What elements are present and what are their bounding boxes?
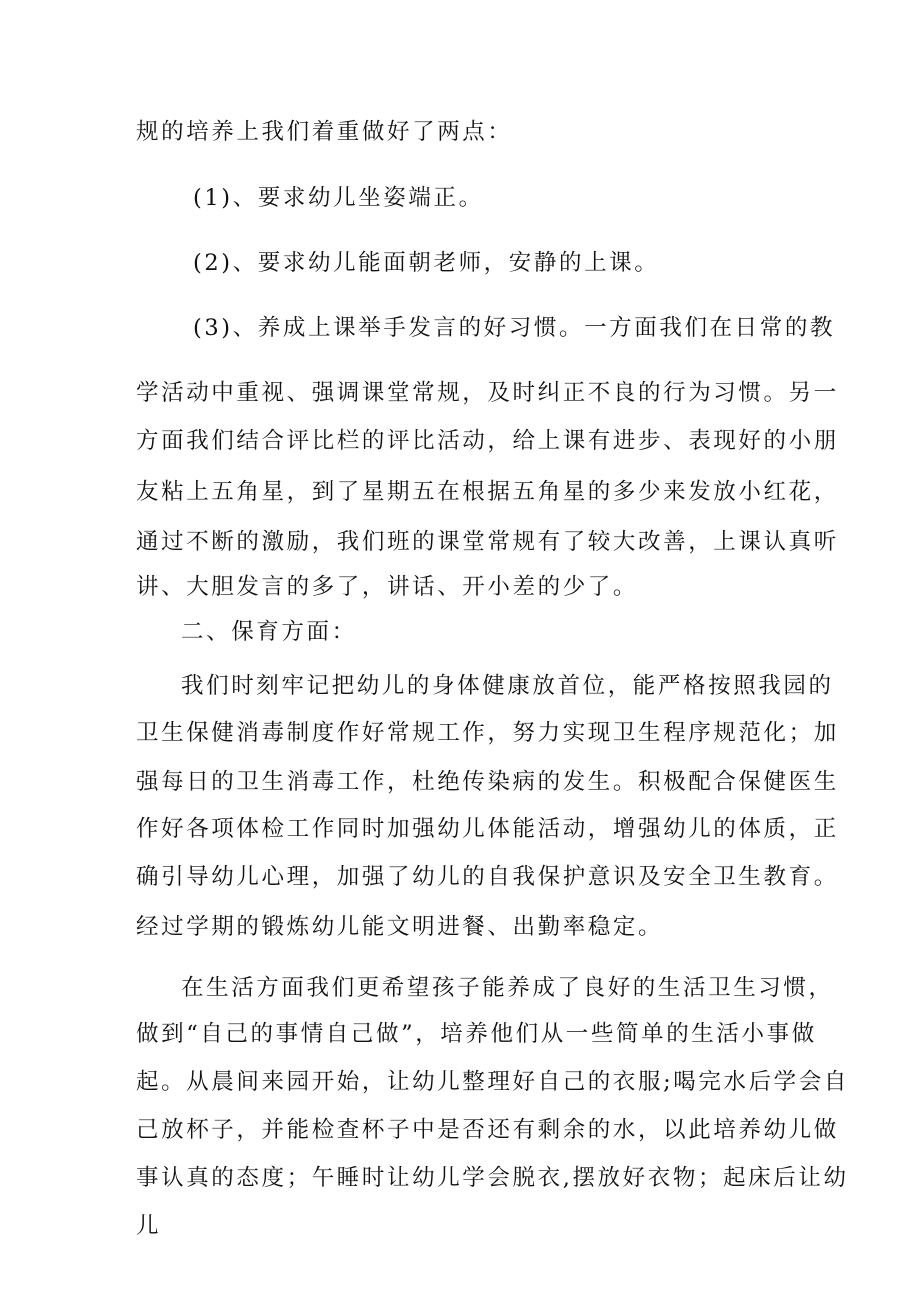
text-line: 方面我们结合评比栏的评比活动，给上课有进步、表现好的小朋 [136, 428, 839, 454]
text-line: 经过学期的锻炼幼儿能文明进餐、出勤率稳定。 [136, 914, 664, 940]
text-line: 事认真的态度；午睡时让幼儿学会脱衣,摆放好衣物；起床后让幼 [136, 1165, 849, 1191]
list-item-3: (3)、养成上课举手发言的好习惯。一方面我们在日常的教 [193, 315, 836, 341]
text-line: 确引导幼儿心理，加强了幼儿的自我保护意识及安全卫生教育。 [136, 864, 839, 890]
text-line: 学活动中重视、强调课堂常规，及时纠正不良的行为习惯。另一 [136, 380, 839, 406]
text-line: 起。从晨间来园开始，让幼儿整理好自己的衣服;喝完水后学会自 [136, 1069, 849, 1095]
text-line: 作好各项体检工作同时加强幼儿体能活动，增强幼儿的体质，正 [136, 816, 839, 842]
text-line: 己放杯子，并能检查杯子中是否还有剩余的水，以此培养幼儿做 [136, 1117, 839, 1143]
text-line: 规的培养上我们着重做好了两点： [136, 119, 513, 145]
text-line: 卫生保健消毒制度作好常规工作，努力实现卫生程序规范化；加 [136, 720, 839, 746]
list-item-2: (2)、要求幼儿能面朝老师，安静的上课。 [193, 250, 660, 276]
text-line: 做到“自己的事情自己做”，培养他们从一些简单的生活小事做 [136, 1021, 817, 1047]
text-line: 通过不断的激励，我们班的课堂常规有了较大改善，上课认真听 [136, 529, 839, 555]
text-line: 讲、大胆发言的多了，讲话、开小差的少了。 [136, 574, 639, 600]
text-line: 我们时刻牢记把幼儿的身体健康放首位，能严格按照我园的 [181, 673, 834, 699]
text-line: 儿 [136, 1213, 162, 1239]
text-line: 在生活方面我们更希望孩子能养成了良好的生活卫生习惯， [181, 975, 834, 1001]
list-item-1: (1)、要求幼儿坐姿端正。 [193, 185, 484, 211]
text-line: 强每日的卫生消毒工作，杜绝传染病的发生。积极配合保健医生 [136, 769, 839, 795]
section-heading: 二、保育方面： [181, 619, 357, 645]
text-line: 友粘上五角星，到了星期五在根据五角星的多少来发放小红花， [136, 479, 839, 505]
